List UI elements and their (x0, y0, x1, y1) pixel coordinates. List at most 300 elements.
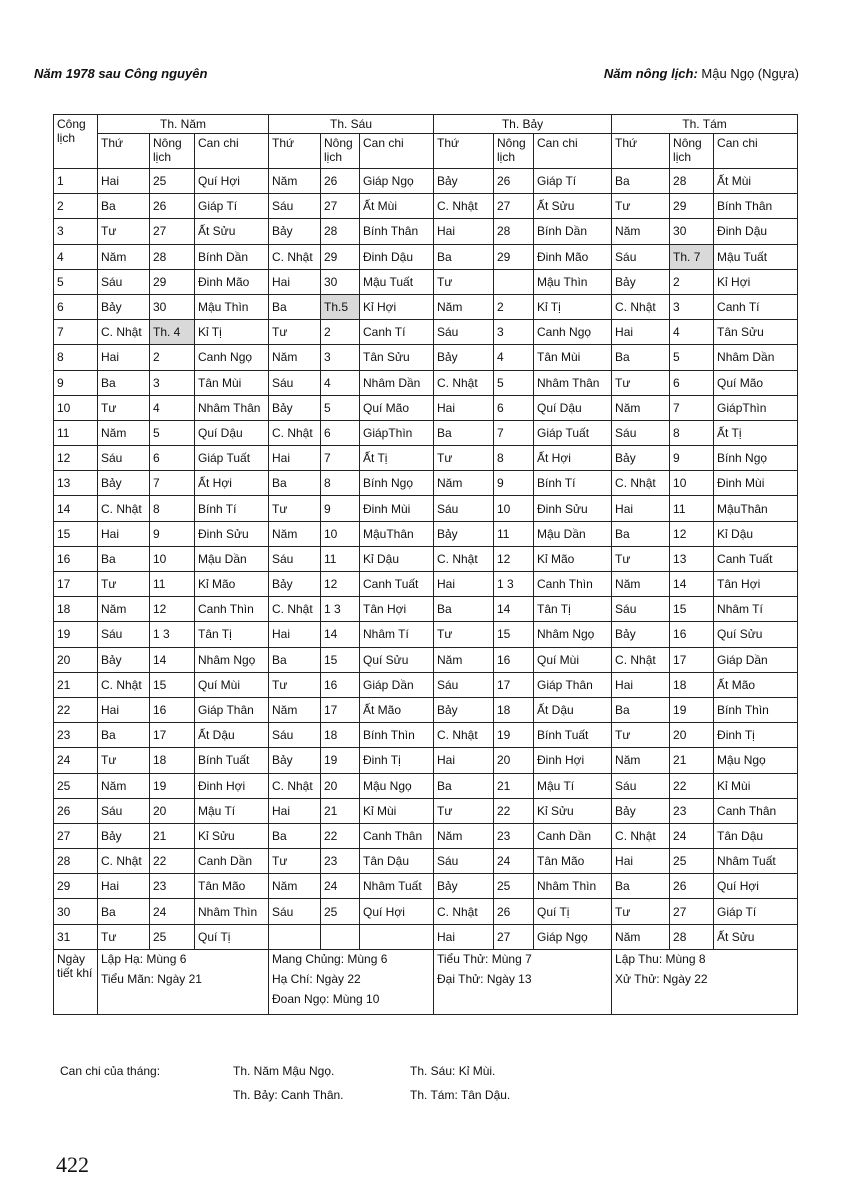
canchi-cell: Đinh Mão (195, 269, 269, 294)
canchi-cell: Mậu Tí (534, 773, 612, 798)
weekday-cell: Bảy (434, 874, 494, 899)
canchi-cell: Canh Tuất (360, 572, 434, 597)
lunar-day-cell: 9 (321, 496, 360, 521)
lunar-day-cell: 27 (494, 194, 534, 219)
table-row (54, 849, 798, 874)
lunar-year-label: Năm nông lịch: (603, 66, 698, 81)
canchi-cell: Bính Tí (534, 471, 612, 496)
canchi-cell: Ất Sửu (534, 194, 612, 219)
lunar-day-cell: 9 (494, 471, 534, 496)
weekday-header: Thứ (269, 134, 321, 169)
weekday-cell: Ba (434, 597, 494, 622)
canchi-cell: Quí Mão (360, 395, 434, 420)
canchi-cell: Nhâm Dần (360, 370, 434, 395)
lunar-day-cell: 1 3 (150, 622, 195, 647)
canchi-cell: Nhâm Ngọ (195, 647, 269, 672)
lunar-day-cell: 16 (670, 622, 714, 647)
weekday-cell: Tư (612, 194, 670, 219)
month-header: Th. Bảy (434, 115, 612, 134)
table-row (54, 647, 798, 672)
lunar-day-cell: 6 (670, 370, 714, 395)
lunar-day-cell: 15 (321, 647, 360, 672)
lunar-day-cell: 24 (494, 849, 534, 874)
weekday-cell: Hai (98, 521, 150, 546)
canchi-cell: Đinh Hợi (534, 748, 612, 773)
lunar-day-cell: 8 (494, 446, 534, 471)
lunar-day-cell: 25 (150, 169, 195, 194)
day-number-cell: 6 (54, 294, 98, 319)
canchi-cell: GiápThìn (714, 395, 798, 420)
table-row (54, 269, 798, 294)
calendar-body (54, 169, 798, 1015)
day-number-cell: 8 (54, 345, 98, 370)
lunar-day-cell: 30 (150, 294, 195, 319)
canchi-cell: Tân Tị (195, 622, 269, 647)
lunar-day-cell: 7 (321, 446, 360, 471)
day-number-cell: 16 (54, 546, 98, 571)
lunar-day-cell: 14 (321, 622, 360, 647)
canchi-cell: Tân Dậu (714, 823, 798, 848)
weekday-cell: Hai (98, 697, 150, 722)
solar-term: Đại Thử: Ngày 13 (437, 971, 532, 986)
lunar-day-cell: 17 (494, 672, 534, 697)
day-number-cell: 29 (54, 874, 98, 899)
weekday-cell: Sáu (98, 622, 150, 647)
canchi-cell: Mậu Thìn (195, 294, 269, 319)
table-row (54, 420, 798, 445)
lunar-day-cell: 22 (494, 798, 534, 823)
weekday-cell: Sáu (612, 420, 670, 445)
lunar-day-cell: Th. 7 (670, 244, 714, 269)
weekday-cell: C. Nhật (269, 773, 321, 798)
lunar-day-cell: 25 (670, 849, 714, 874)
lunar-header: Nông lịch (321, 134, 360, 169)
lunar-day-cell: 16 (321, 672, 360, 697)
day-number-cell: 11 (54, 420, 98, 445)
sub-header-row (54, 134, 798, 169)
weekday-cell: Ba (612, 697, 670, 722)
day-number-cell: 12 (54, 446, 98, 471)
canchi-cell: Kỉ Tị (195, 320, 269, 345)
lunar-day-cell: 4 (321, 370, 360, 395)
canchi-cell: Quí Dậu (195, 420, 269, 445)
weekday-cell: Sáu (612, 773, 670, 798)
day-number-cell: 26 (54, 798, 98, 823)
month-canchi-item: Th. Bảy: Canh Thân. (233, 1088, 344, 1102)
weekday-cell: Tư (269, 672, 321, 697)
lunar-day-cell: 17 (321, 697, 360, 722)
canchi-cell: Giáp Tuất (195, 446, 269, 471)
weekday-cell: Ba (612, 874, 670, 899)
canchi-cell: Ất Dậu (534, 697, 612, 722)
day-number-cell: 25 (54, 773, 98, 798)
weekday-cell: Sáu (98, 269, 150, 294)
calendar-table (53, 114, 798, 1015)
canchi-cell: Tân Sửu (360, 345, 434, 370)
canchi-cell: Kỉ Sửu (534, 798, 612, 823)
lunar-day-cell: 4 (494, 345, 534, 370)
lunar-year-title (604, 66, 799, 81)
solar-term: Mang Chủng: Mùng 6 (272, 951, 388, 966)
canchi-cell: Canh Tí (714, 294, 798, 319)
lunar-day-cell (321, 924, 360, 949)
canchi-cell: Nhâm Thìn (195, 899, 269, 924)
table-row (54, 572, 798, 597)
weekday-cell: Tư (269, 849, 321, 874)
weekday-cell: Ba (612, 169, 670, 194)
day-number-cell: 10 (54, 395, 98, 420)
day-number-cell: 17 (54, 572, 98, 597)
canchi-cell: Đinh Sửu (195, 521, 269, 546)
solar-term: Tiểu Thử: Mùng 7 (437, 951, 532, 966)
weekday-cell: Bảy (98, 471, 150, 496)
canchi-cell: Đinh Mùi (714, 471, 798, 496)
lunar-day-cell: 20 (321, 773, 360, 798)
weekday-cell: Tư (434, 269, 494, 294)
lunar-day-cell: 22 (321, 823, 360, 848)
day-number-cell: 3 (54, 219, 98, 244)
canchi-header: Can chi (534, 134, 612, 169)
canchi-cell: Ất Dậu (195, 723, 269, 748)
weekday-cell: C. Nhật (434, 899, 494, 924)
lunar-day-cell: 1 3 (321, 597, 360, 622)
lunar-day-cell: 24 (150, 899, 195, 924)
weekday-cell: Tư (612, 370, 670, 395)
table-row (54, 219, 798, 244)
weekday-cell: Tư (269, 320, 321, 345)
month-canchi-item: Th. Tám: Tân Dậu. (410, 1088, 511, 1102)
weekday-cell: Tư (269, 496, 321, 521)
canchi-cell: Ất Tị (714, 420, 798, 445)
weekday-cell: C. Nhật (98, 849, 150, 874)
day-number-cell: 4 (54, 244, 98, 269)
lunar-day-cell: 3 (150, 370, 195, 395)
weekday-cell: Năm (269, 169, 321, 194)
canchi-cell: Quí Mão (714, 370, 798, 395)
canchi-cell: Bính Dần (534, 219, 612, 244)
canchi-cell: Nhâm Thân (534, 370, 612, 395)
canchi-cell: Kỉ Dậu (360, 546, 434, 571)
canchi-cell: Đinh Sửu (534, 496, 612, 521)
weekday-cell: Hai (269, 798, 321, 823)
canchi-cell: Tân Mùi (195, 370, 269, 395)
weekday-cell: C. Nhật (98, 320, 150, 345)
canchi-cell: Đinh Mão (534, 244, 612, 269)
table-row (54, 697, 798, 722)
solar-terms-cell (612, 949, 798, 1014)
lunar-day-cell (494, 269, 534, 294)
canchi-cell: Giáp Ngọ (534, 924, 612, 949)
canchi-cell: Tân Mão (195, 874, 269, 899)
lunar-day-cell: 18 (494, 697, 534, 722)
lunar-day-cell: 14 (494, 597, 534, 622)
month-canchi-note (60, 1064, 800, 1104)
canchi-cell: Kỉ Sửu (195, 823, 269, 848)
weekday-cell: Ba (612, 345, 670, 370)
table-row (54, 395, 798, 420)
weekday-header: Thứ (434, 134, 494, 169)
lunar-day-cell: 24 (670, 823, 714, 848)
weekday-cell: Hai (434, 572, 494, 597)
weekday-cell: Năm (98, 773, 150, 798)
lunar-day-cell: 26 (150, 194, 195, 219)
lunar-day-cell: 12 (494, 546, 534, 571)
canchi-cell: Mậu Thìn (534, 269, 612, 294)
lunar-day-cell: 19 (494, 723, 534, 748)
table-row (54, 672, 798, 697)
canchi-cell: Mậu Dần (195, 546, 269, 571)
lunar-day-cell: 12 (321, 572, 360, 597)
lunar-day-cell: 15 (150, 672, 195, 697)
lunar-day-cell: 25 (494, 874, 534, 899)
table-row (54, 496, 798, 521)
canchi-cell: MậuThân (714, 496, 798, 521)
canchi-cell: Bính Dần (195, 244, 269, 269)
canchi-cell: Kỉ Hợi (360, 294, 434, 319)
weekday-cell: Sáu (434, 849, 494, 874)
table-row (54, 622, 798, 647)
weekday-cell: Năm (98, 597, 150, 622)
day-number-cell: 13 (54, 471, 98, 496)
canchi-cell: Giáp Tuất (534, 420, 612, 445)
lunar-day-cell: 3 (494, 320, 534, 345)
lunar-header: Nông lịch (150, 134, 195, 169)
lunar-day-cell: 28 (670, 169, 714, 194)
canchi-cell: Mậu Tí (195, 798, 269, 823)
lunar-day-cell: 21 (494, 773, 534, 798)
lunar-day-cell: 18 (150, 748, 195, 773)
lunar-day-cell: 27 (321, 194, 360, 219)
canchi-cell: Quí Tị (195, 924, 269, 949)
lunar-day-cell: 11 (670, 496, 714, 521)
weekday-cell: Sáu (98, 446, 150, 471)
canchi-cell: Ất Mão (714, 672, 798, 697)
month-header: Th. Tám (612, 115, 798, 134)
lunar-day-cell: 20 (494, 748, 534, 773)
canchi-cell: Kỉ Hợi (714, 269, 798, 294)
lunar-day-cell: 14 (150, 647, 195, 672)
canchi-cell: Bính Tuất (534, 723, 612, 748)
canchi-cell: Giáp Thân (534, 672, 612, 697)
weekday-cell: C. Nhật (434, 194, 494, 219)
lunar-day-cell: 30 (321, 269, 360, 294)
day-number-cell: 18 (54, 597, 98, 622)
canchi-cell: Canh Ngọ (534, 320, 612, 345)
canchi-cell: Nhâm Tuất (360, 874, 434, 899)
canchi-cell: Mậu Ngọ (360, 773, 434, 798)
weekday-cell: Bảy (434, 521, 494, 546)
weekday-cell: Hai (98, 345, 150, 370)
lunar-day-cell: 29 (321, 244, 360, 269)
canchi-cell: Ất Mùi (360, 194, 434, 219)
weekday-cell: Ba (269, 471, 321, 496)
lunar-day-cell: 7 (670, 395, 714, 420)
canchi-cell: Bính Ngọ (360, 471, 434, 496)
weekday-cell: C. Nhật (269, 244, 321, 269)
lunar-day-cell: 5 (494, 370, 534, 395)
table-row (54, 194, 798, 219)
table-row (54, 748, 798, 773)
solar-term: Lập Hạ: Mùng 6 (101, 951, 187, 966)
corner-cell: Công lịch (54, 115, 98, 169)
lunar-day-cell: 13 (670, 546, 714, 571)
canchi-header: Can chi (360, 134, 434, 169)
weekday-cell: Sáu (269, 194, 321, 219)
year-title: Năm 1978 sau Công nguyên (34, 66, 208, 81)
weekday-cell: Năm (612, 924, 670, 949)
lunar-day-cell: 2 (321, 320, 360, 345)
weekday-cell: Ba (269, 294, 321, 319)
solar-terms-cell (269, 949, 434, 1014)
day-number-cell: 1 (54, 169, 98, 194)
lunar-day-cell: 28 (150, 244, 195, 269)
lunar-day-cell: 2 (150, 345, 195, 370)
lunar-day-cell: 18 (321, 723, 360, 748)
weekday-cell: Ba (269, 823, 321, 848)
lunar-day-cell: 6 (494, 395, 534, 420)
canchi-cell: Canh Ngọ (195, 345, 269, 370)
canchi-cell: Canh Thìn (195, 597, 269, 622)
canchi-cell: Tân Hợi (714, 572, 798, 597)
lunar-day-cell: 19 (321, 748, 360, 773)
weekday-cell: Ba (98, 723, 150, 748)
table-row (54, 370, 798, 395)
table-row (54, 924, 798, 949)
lunar-day-cell: 12 (670, 521, 714, 546)
table-row (54, 471, 798, 496)
weekday-cell: Sáu (612, 244, 670, 269)
lunar-day-cell: 19 (670, 697, 714, 722)
weekday-cell: C. Nhật (269, 420, 321, 445)
day-number-cell: 20 (54, 647, 98, 672)
solar-term: Đoan Ngọ: Mùng 10 (272, 991, 380, 1006)
canchi-cell: Nhâm Thân (195, 395, 269, 420)
canchi-cell: Đinh Tị (360, 748, 434, 773)
weekday-cell: Năm (434, 471, 494, 496)
table-row (54, 723, 798, 748)
lunar-day-cell: 26 (494, 169, 534, 194)
weekday-cell: Năm (612, 572, 670, 597)
weekday-cell: Hai (98, 874, 150, 899)
canchi-cell: Tân Dậu (360, 849, 434, 874)
solar-term: Tiểu Mãn: Ngày 21 (101, 971, 202, 986)
canchi-cell: Bính Thân (714, 194, 798, 219)
lunar-day-cell: 4 (670, 320, 714, 345)
table-row (54, 773, 798, 798)
lunar-day-cell: 29 (670, 194, 714, 219)
weekday-cell: Năm (98, 420, 150, 445)
weekday-cell (269, 924, 321, 949)
weekday-cell: Năm (434, 823, 494, 848)
lunar-day-cell: Th.5 (321, 294, 360, 319)
weekday-cell: Tư (98, 748, 150, 773)
day-number-cell: 21 (54, 672, 98, 697)
weekday-cell: Ba (434, 773, 494, 798)
lunar-day-cell: 23 (670, 798, 714, 823)
weekday-header: Thứ (612, 134, 670, 169)
lunar-day-cell: 11 (494, 521, 534, 546)
weekday-cell: Bảy (269, 219, 321, 244)
weekday-cell: Hai (612, 496, 670, 521)
lunar-day-cell: 23 (150, 874, 195, 899)
weekday-cell: C. Nhật (434, 546, 494, 571)
weekday-cell: Ba (612, 521, 670, 546)
table-row (54, 320, 798, 345)
day-number-cell: 24 (54, 748, 98, 773)
lunar-day-cell: 26 (321, 169, 360, 194)
canchi-cell: Kỉ Dậu (714, 521, 798, 546)
lunar-day-cell: 6 (150, 446, 195, 471)
lunar-day-cell: 17 (670, 647, 714, 672)
canchi-cell: Quí Mùi (534, 647, 612, 672)
weekday-cell: Hai (612, 849, 670, 874)
lunar-day-cell: 1 3 (494, 572, 534, 597)
canchi-cell: Ất Hợi (534, 446, 612, 471)
solar-term: Lập Thu: Mùng 8 (615, 951, 706, 966)
weekday-cell: Năm (612, 395, 670, 420)
lunar-day-cell: 8 (321, 471, 360, 496)
table-row (54, 823, 798, 848)
lunar-day-cell: 21 (670, 748, 714, 773)
weekday-cell: Tư (98, 572, 150, 597)
lunar-day-cell: 20 (670, 723, 714, 748)
canchi-cell: Kỉ Mùi (714, 773, 798, 798)
weekday-cell: Sáu (269, 370, 321, 395)
canchi-cell: Giáp Ngọ (360, 169, 434, 194)
lunar-day-cell: 17 (150, 723, 195, 748)
weekday-cell: Năm (269, 874, 321, 899)
weekday-cell: Bảy (612, 269, 670, 294)
day-number-cell: 28 (54, 849, 98, 874)
lunar-day-cell: 19 (150, 773, 195, 798)
canchi-cell: Canh Dần (195, 849, 269, 874)
weekday-cell: Bảy (434, 345, 494, 370)
canchi-cell: Canh Thân (360, 823, 434, 848)
weekday-cell: C. Nhật (98, 496, 150, 521)
canchi-header: Can chi (714, 134, 798, 169)
lunar-header: Nông lịch (670, 134, 714, 169)
weekday-cell: Tư (434, 446, 494, 471)
canchi-cell: Mậu Dần (534, 521, 612, 546)
lunar-day-cell: 8 (150, 496, 195, 521)
canchi-cell: Ất Mão (360, 697, 434, 722)
canchi-cell: Bính Tí (195, 496, 269, 521)
canchi-cell: Bính Thìn (714, 697, 798, 722)
weekday-cell: Tư (434, 798, 494, 823)
weekday-cell: Ba (98, 546, 150, 571)
lunar-day-cell: 23 (494, 823, 534, 848)
lunar-day-cell: 11 (150, 572, 195, 597)
lunar-day-cell: 30 (670, 219, 714, 244)
lunar-day-cell: 2 (670, 269, 714, 294)
lunar-day-cell: 10 (494, 496, 534, 521)
weekday-cell: Hai (269, 446, 321, 471)
canchi-cell: Mậu Tuất (714, 244, 798, 269)
weekday-cell: Sáu (434, 320, 494, 345)
month-header-row (54, 115, 798, 134)
canchi-cell: Đinh Hợi (195, 773, 269, 798)
solar-terms-row (54, 949, 798, 1014)
lunar-day-cell: 18 (670, 672, 714, 697)
weekday-cell: C. Nhật (434, 723, 494, 748)
canchi-cell: Đinh Dậu (714, 219, 798, 244)
weekday-cell: Bảy (612, 622, 670, 647)
canchi-cell: Đinh Mùi (360, 496, 434, 521)
weekday-cell: C. Nhật (269, 597, 321, 622)
lunar-day-cell: Th. 4 (150, 320, 195, 345)
weekday-cell: Ba (434, 420, 494, 445)
canchi-cell: Nhâm Tí (360, 622, 434, 647)
